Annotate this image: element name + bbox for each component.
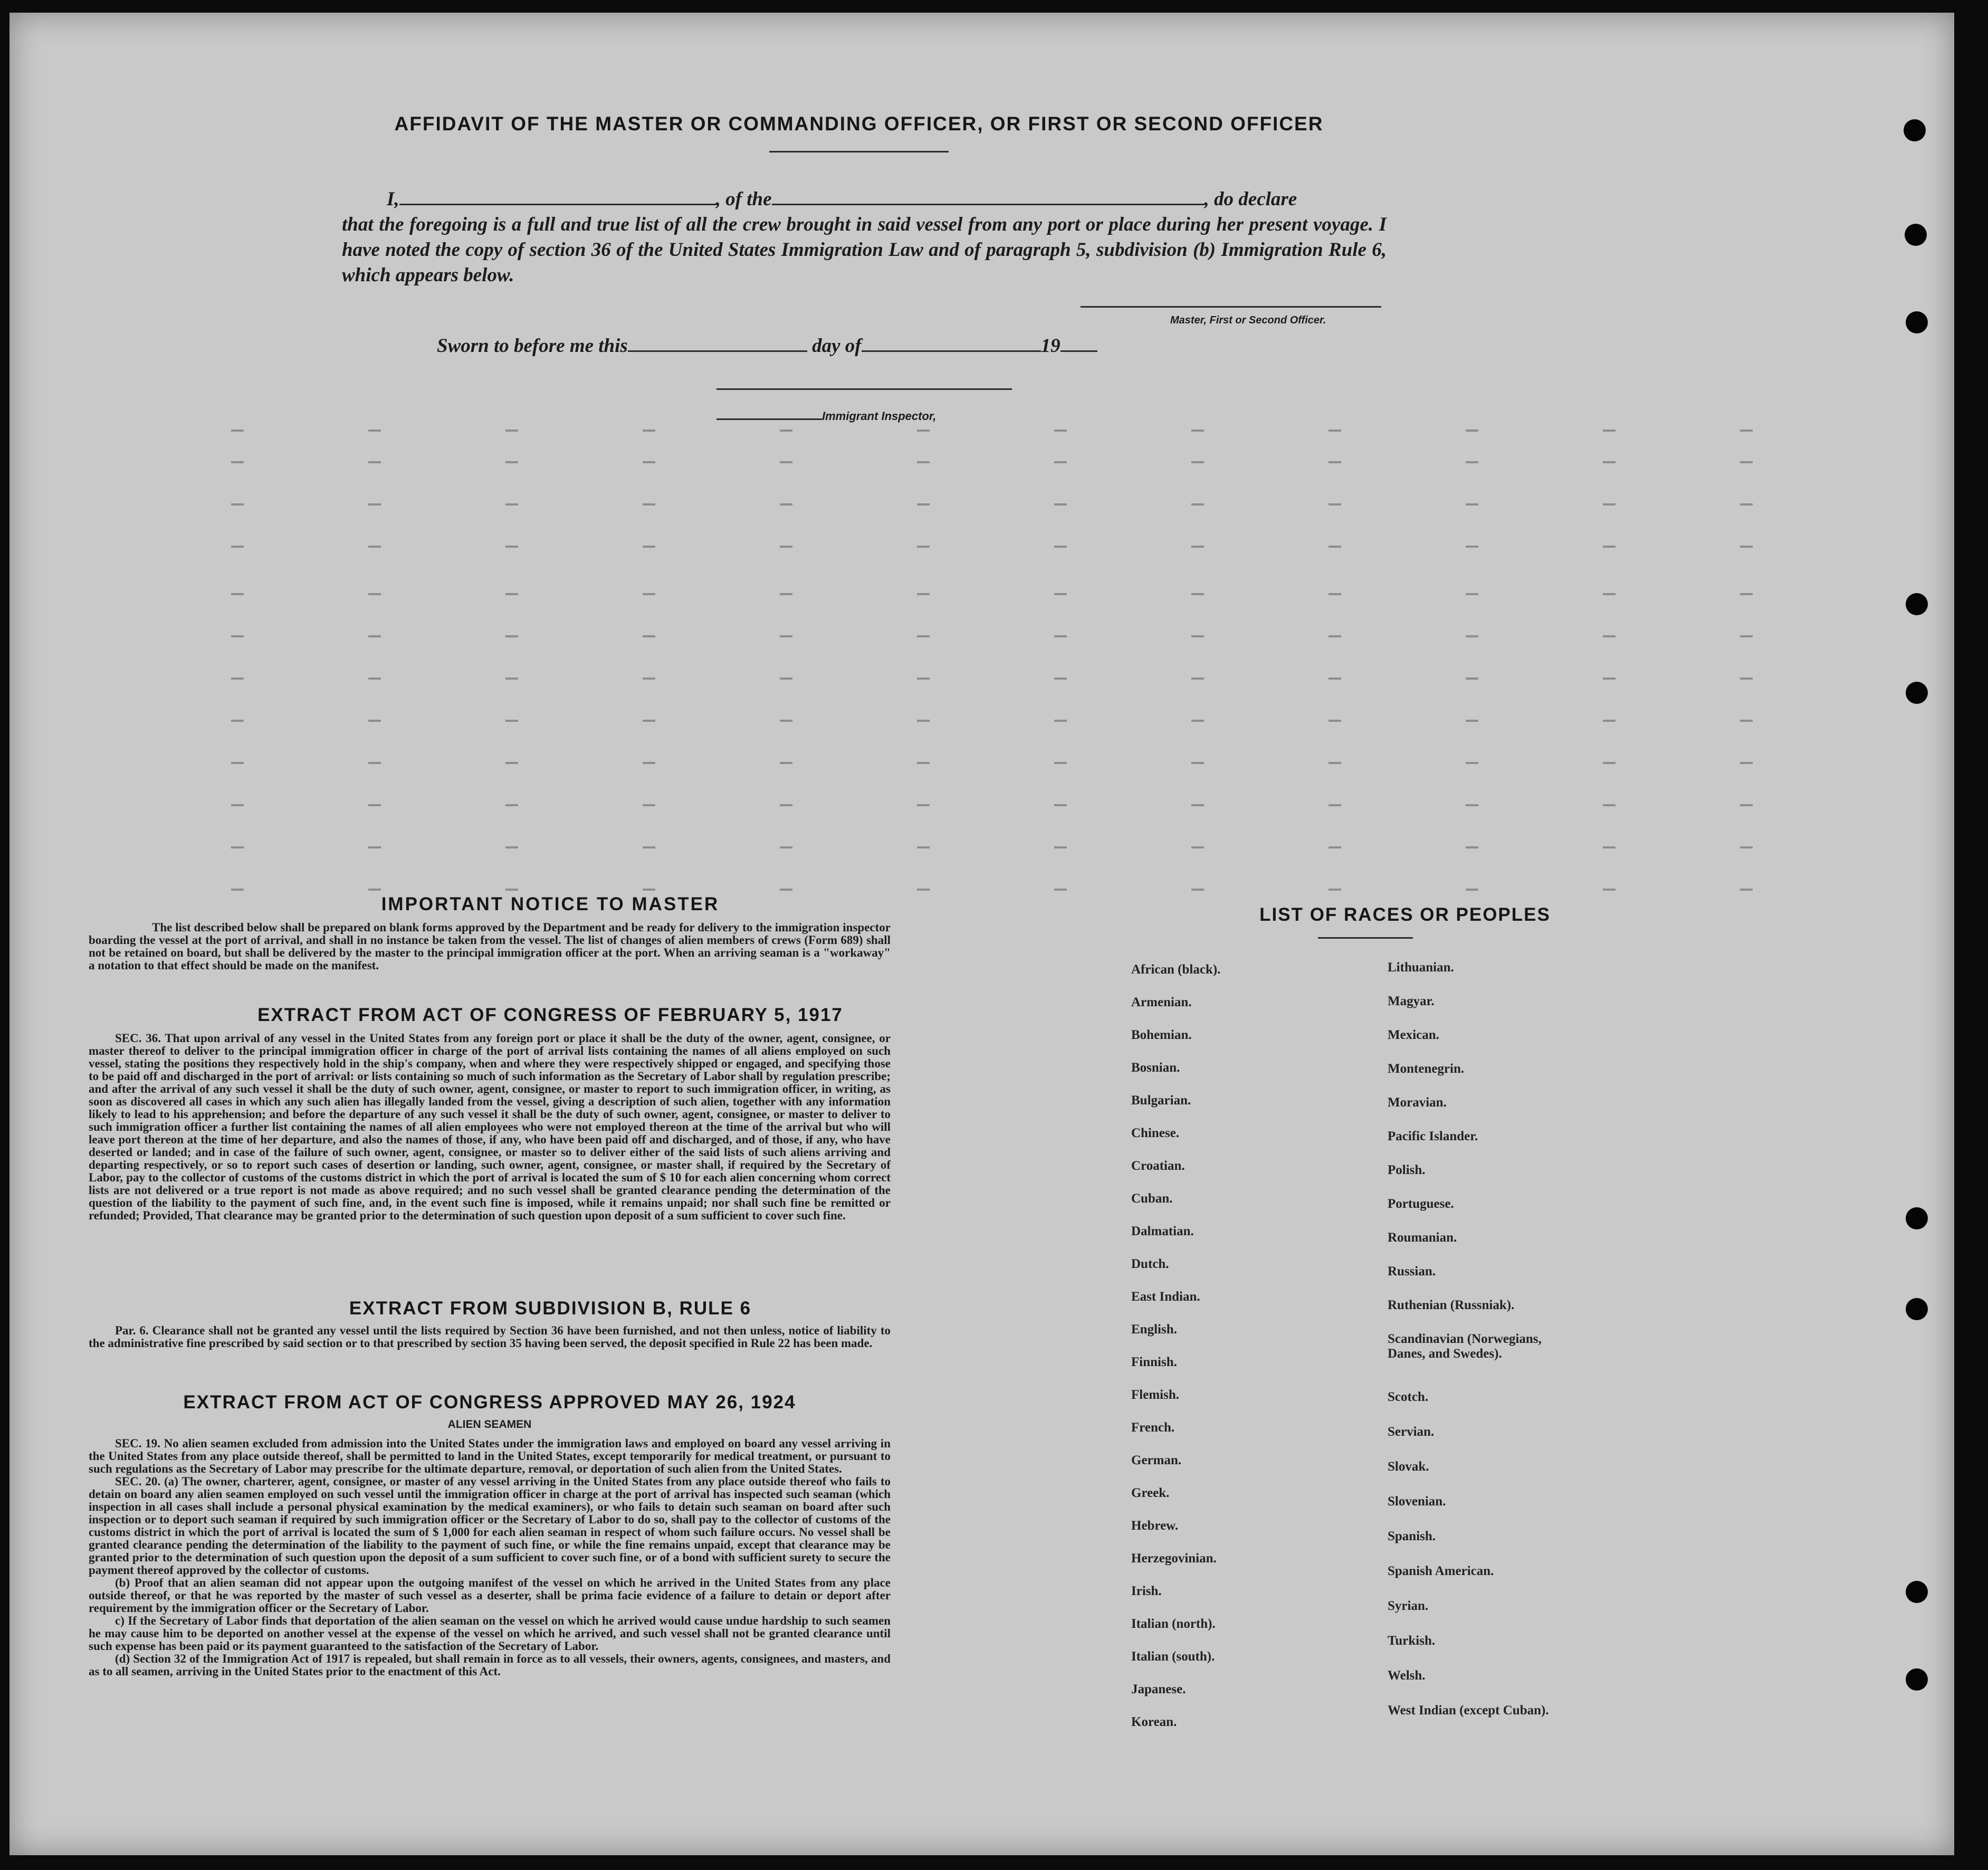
binder-hole (1906, 1668, 1928, 1691)
binder-hole (1906, 1207, 1928, 1229)
bleed-through-header (184, 81, 196, 117)
sec20d-text: (d) Section 32 of the Immigration Act of 1917 is repealed, but shall remain in force as to all vessels, their owners, agents, consignees, and masters, and as to all seamen, arriving in the United States prior to the enactment of this Act. (89, 1652, 891, 1678)
race-item: Russian. (1388, 1264, 1436, 1279)
race-item: Mexican. (1388, 1028, 1439, 1042)
binder-hole (1906, 1581, 1928, 1603)
affidavit-line1: I, , of the , do declare (387, 188, 1297, 210)
race-item: Spanish American. (1388, 1564, 1494, 1578)
binder-hole (1905, 224, 1927, 246)
race-item: Dalmatian. (1131, 1224, 1194, 1238)
rule6-body: Par. 6. Clearance shall not be granted any vessel until the lists required by Section 36 have been furnished, and not then unless, notice of liability to the administrative fine prescribed by said section or to that prescribed by section 35 having been served, the deposit specified in Rule 22 has been made. (89, 1324, 891, 1350)
inspector-top-line (716, 388, 1012, 390)
binder-hole (1906, 593, 1928, 615)
race-item: Welsh. (1388, 1668, 1426, 1683)
race-item: English. (1131, 1322, 1177, 1337)
race-item: Slovak. (1388, 1459, 1429, 1474)
race-item: Bosnian. (1131, 1061, 1180, 1075)
race-item: Servian. (1388, 1425, 1435, 1439)
race-item: Slovenian. (1388, 1494, 1446, 1509)
extract-1924-body (89, 1437, 891, 1678)
inspector-line: Immigrant Inspector, (716, 409, 936, 423)
race-item: Japanese. (1131, 1682, 1186, 1696)
race-item: Lithuanian. (1388, 960, 1454, 975)
sworn-line: Sworn to before me this day of 19 (437, 333, 1228, 359)
races-title: LIST OF RACES OR PEOPLES (1259, 904, 1551, 925)
rule6-title: EXTRACT FROM SUBDIVISION B, RULE 6 (349, 1298, 752, 1319)
race-item: Dutch. (1131, 1257, 1169, 1271)
sec19-text: SEC. 19. No alien seamen excluded from admission into the United States under the immigration laws and employed on board any vessel arriving in the United States from any place outside thereof, shall be permitted to land in the United States, except temporarily for medical treatment, or pursuant to such regulations as the Secretary of Labor may prescribe for the ultimate departure, removal, or deportation of such alien from the United States. (89, 1437, 891, 1475)
binder-hole (1906, 311, 1928, 333)
race-item: Moravian. (1388, 1095, 1447, 1110)
race-item: Armenian. (1131, 995, 1192, 1009)
race-item: Cuban. (1131, 1191, 1173, 1206)
race-item: East Indian. (1131, 1290, 1200, 1304)
sec20c-text: c) If the Secretary of Labor finds that deportation of the alien seaman on the vessel on which he arrived would cause undue hardship to such seamen he may cause him to be deported on another vessel at the expense of the vessel on which he arrived, and such vessel shall not be granted clearance until such expense has been paid or its payment guaranteed to the satisfaction of the Secretary of Labor. (89, 1614, 891, 1653)
race-item: Chinese. (1131, 1126, 1179, 1140)
race-item: Greek. (1131, 1486, 1170, 1500)
race-item: Spanish. (1388, 1529, 1436, 1543)
race-item: Irish. (1131, 1584, 1162, 1598)
race-item: West Indian (except Cuban). (1388, 1703, 1549, 1718)
race-item: Flemish. (1131, 1388, 1179, 1402)
extract-1924-title: EXTRACT FROM ACT OF CONGRESS APPROVED MAY 26, 1924 (183, 1392, 796, 1413)
sec20b-text: (b) Proof that an alien seaman did not appear upon the outgoing manifest of the vessel on which he arrived in the United States from any place outside thereof, or that he was reported by the master of such vessel as a deserter, shall be prima facie evidence of a failure to detain or deport after requirement by the immigration officer or the Secretary of Labor. (89, 1576, 891, 1615)
race-item: Finnish. (1131, 1355, 1177, 1369)
race-item: Bulgarian. (1131, 1093, 1191, 1108)
race-item: French. (1131, 1420, 1175, 1435)
race-item: Croatian. (1131, 1159, 1185, 1173)
notice-title: IMPORTANT NOTICE TO MASTER (381, 894, 720, 914)
race-item: Syrian. (1388, 1599, 1429, 1613)
affidavit-title-rule (769, 151, 949, 152)
binder-hole (1906, 1298, 1928, 1320)
extract-1924-subtitle: ALIEN SEAMEN (447, 1418, 532, 1430)
race-item: Korean. (1131, 1715, 1177, 1729)
race-item: Bohemian. (1131, 1028, 1192, 1042)
master-signature-line (1081, 306, 1381, 308)
race-item: Ruthenian (Russniak). (1388, 1298, 1515, 1312)
race-item: Pacific Islander. (1388, 1129, 1478, 1143)
race-item: Magyar. (1388, 994, 1435, 1008)
race-item: German. (1131, 1453, 1182, 1467)
binder-hole (1904, 119, 1926, 141)
notice-body: The list described below shall be prepared on blank forms approved by the Department and be ready for delivery to the immigration inspector boarding the vessel at the port of arrival, and shall in no instance be taken from the vessel. The list of changes of alien members of crews (Form 689) shall not be retained on board, but shall be delivered by the master to the principal immigration officer at the port. When an arriving seaman is a "workaway" a notation to that effect should be made on the manifest. (89, 921, 891, 972)
affidavit-body: that the foregoing is a full and true list of all the crew brought in said vessel from any port or place during her present voyage. I have noted the copy of section 36 of the United States Immigration Law and of paragraph 5, subdivision (b) Immigration Rule 6, which appears below. (342, 214, 1387, 286)
race-item: Polish. (1388, 1163, 1426, 1177)
document-page (9, 13, 1954, 1855)
races-title-rule (1318, 937, 1413, 939)
race-item: Turkish. (1388, 1634, 1436, 1648)
race-item: Herzegovinian. (1131, 1551, 1217, 1566)
race-item: Portuguese. (1388, 1197, 1454, 1211)
race-item: Italian (north). (1131, 1617, 1216, 1631)
master-signature-label: Master, First or Second Officer. (1170, 314, 1326, 326)
race-item: African (black). (1131, 962, 1221, 977)
race-item: Scotch. (1388, 1390, 1429, 1404)
race-item: Scandinavian (Norwegians, Danes, and Swedes). (1388, 1332, 1542, 1361)
extract-1917-title: EXTRACT FROM ACT OF CONGRESS OF FEBRUARY 5, 1917 (257, 1005, 843, 1025)
extract-1917-body: SEC. 36. That upon arrival of any vessel in the United States from any foreign port or place it shall be the duty of the owner, agent, consignee, or master thereof to deliver to the principal immigration officer in charge of the port of arrival lists containing the names of all aliens employed on such vessel, stating the positions they respectively hold in the ship's company, when and where they were respectively shipped or engaged, and specifying those to be paid off and discharged in the port of arrival: or lists containing so much of such information as the Secretary of Labor shall by regulation prescribe; and after the arrival of any such vessel it shall be the duty of such owner, agent, consignee, or master to report to such immigration officer, in writing, as soon as discovered all cases in which any such alien has illegally landed from the vessel, giving a description of such alien, together with any information likely to lead to his apprehension; and before the departure of any such vessel it shall be the duty of such owner, agent, consignee, or master to deliver to such immigration officer a further list containing the names of all alien employees who were not employed thereon at the time of the arrival but who will leave port thereon at the time of her departure, and also the names of those, if any, who have been paid off and discharged, and of those, if any, who have deserted or landed; and in case of the failure of such owner, agent, consignee, or master so to deliver either of the said lists of such aliens arriving and departing respectively, or so to report such cases of desertion or landing, such owner, agent, consignee, or master shall, if required by the Secretary of Labor, pay to the collector of customs of the customs district in which the port of arrival is located the sum of $ 10 for each alien concerning whom correct lists are not delivered or a true report is not made as above required; and no such vessel shall be granted clearance pending the determination of the question of the liability to the payment of such fine, and, in the event such fine is imposed, while it remains unpaid; nor shall such fine be remitted or refunded; Provided, That clearance may be granted prior to the determination of such question upon deposit of a sum sufficient to cover such fine. (89, 1032, 891, 1222)
binder-hole (1906, 682, 1928, 704)
race-item: Montenegrin. (1388, 1062, 1465, 1076)
race-item: Italian (south). (1131, 1649, 1215, 1664)
affidavit-title: AFFIDAVIT OF THE MASTER OR COMMANDING OFFICER, OR FIRST OR SECOND OFFICER (394, 113, 1324, 135)
race-item: Roumanian. (1388, 1230, 1457, 1245)
sec20a-text: SEC. 20. (a) The owner, charterer, agent, consignee, or master of any vessel arriving in the United States from any place outside thereof who fails to detain on board any alien seamen employed on such vessel until the immigration officer in charge at the port of arrival has inspected such seaman (which inspection in all cases shall include a personal physical examination by the medical examiners), or who fails to detain such seaman on board after such inspection or to deport such seaman if required by such immigration officer or the Secretary of Labor to do so, shall pay to the collector of customs of the customs district in which the port of arrival is located the sum of $ 1,000 for each alien seaman in respect of whom such failure occurs. No vessel shall be granted clearance pending the determination of the liability to the payment of such fine, or while the fine remains unpaid, except that clearance may be granted prior to the determination of such question upon the deposit of a sum sufficient to cover such fine, or of a bond with sufficient surety to secure the payment thereof approved by the collector of customs. (89, 1475, 891, 1577)
race-item: Hebrew. (1131, 1519, 1179, 1533)
